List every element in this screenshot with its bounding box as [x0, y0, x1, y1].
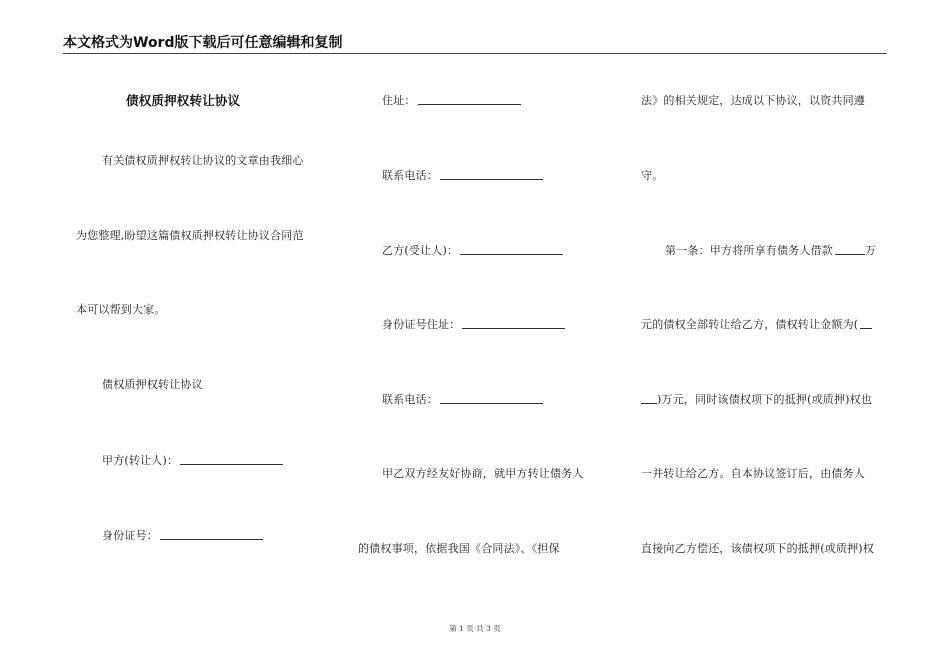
loan-amount-blank [835, 253, 865, 255]
phone-b-blank [440, 402, 543, 404]
party-b-row [382, 244, 563, 258]
party-b-id-row [382, 318, 565, 332]
col3-line-4 [641, 318, 872, 332]
page-header: 本文格式为Word版下载后可任意编辑和复制 [63, 34, 887, 54]
page-footer: 第 1 页 共 3 页 [449, 624, 501, 633]
party-a-row [102, 454, 283, 468]
col3-line-5 [641, 393, 872, 407]
agreement-subtitle: 债权质押权转让协议 [102, 378, 203, 391]
party-a-id-label: 身份证号： [102, 529, 158, 542]
article-1-text: 第一条：甲方将所享有债务人借款 [665, 244, 833, 257]
intro-line-2: 为您整理,盼望这篇债权质押权转让协议合同范 [76, 229, 304, 242]
party-a-blank [180, 463, 283, 465]
address-row [382, 94, 521, 108]
phone-a-label: 联系电话： [382, 169, 438, 182]
intro-line-3: 本可以帮到大家。 [76, 303, 166, 316]
transfer-amount-blank-end [641, 402, 657, 404]
col3-line-2: 守。 [641, 169, 664, 182]
col3-line-6: 一并转让给乙方。自本协议签订后，由债务人 [641, 467, 865, 480]
address-blank [418, 103, 521, 105]
body-line-1: 甲乙双方经友好协商，就甲方转让债务人 [382, 467, 584, 480]
article-1-row [665, 244, 876, 258]
col3-line-5-text: )万元，同时该债权项下的抵押(或质押)权也 [657, 393, 873, 406]
party-b-label: 乙方(受让人)： [382, 244, 459, 257]
col3-line-1: 法》的相关规定，达成以下协议，以资共同遵 [641, 94, 865, 107]
body-line-2: 的债权事项，依据我国《合同法》、《担保 [358, 542, 560, 555]
party-a-id-blank [160, 538, 263, 540]
party-a-label: 甲方(转让人)： [102, 454, 179, 467]
transfer-amount-blank-start [860, 327, 872, 329]
party-b-id-blank [462, 327, 565, 329]
phone-b-label: 联系电话： [382, 393, 438, 406]
party-a-id-row [102, 529, 263, 543]
address-label: 住址： [382, 94, 416, 107]
phone-a-row [382, 169, 543, 183]
phone-b-row [382, 393, 543, 407]
party-b-id-label: 身份证号住址： [382, 318, 461, 331]
party-b-blank [460, 253, 563, 255]
document-title: 债权质押权转让协议 [126, 93, 241, 108]
article-1-unit: 万 [865, 244, 877, 257]
intro-line-1: 有关债权质押权转让协议的文章由我细心 [102, 154, 304, 167]
col3-line-4-text: 元的债权全部转让给乙方，债权转让金额为( [641, 318, 859, 331]
phone-a-blank [440, 178, 543, 180]
col3-line-7: 直接向乙方偿还，该债权项下的抵押(或质押)权 [641, 542, 874, 555]
